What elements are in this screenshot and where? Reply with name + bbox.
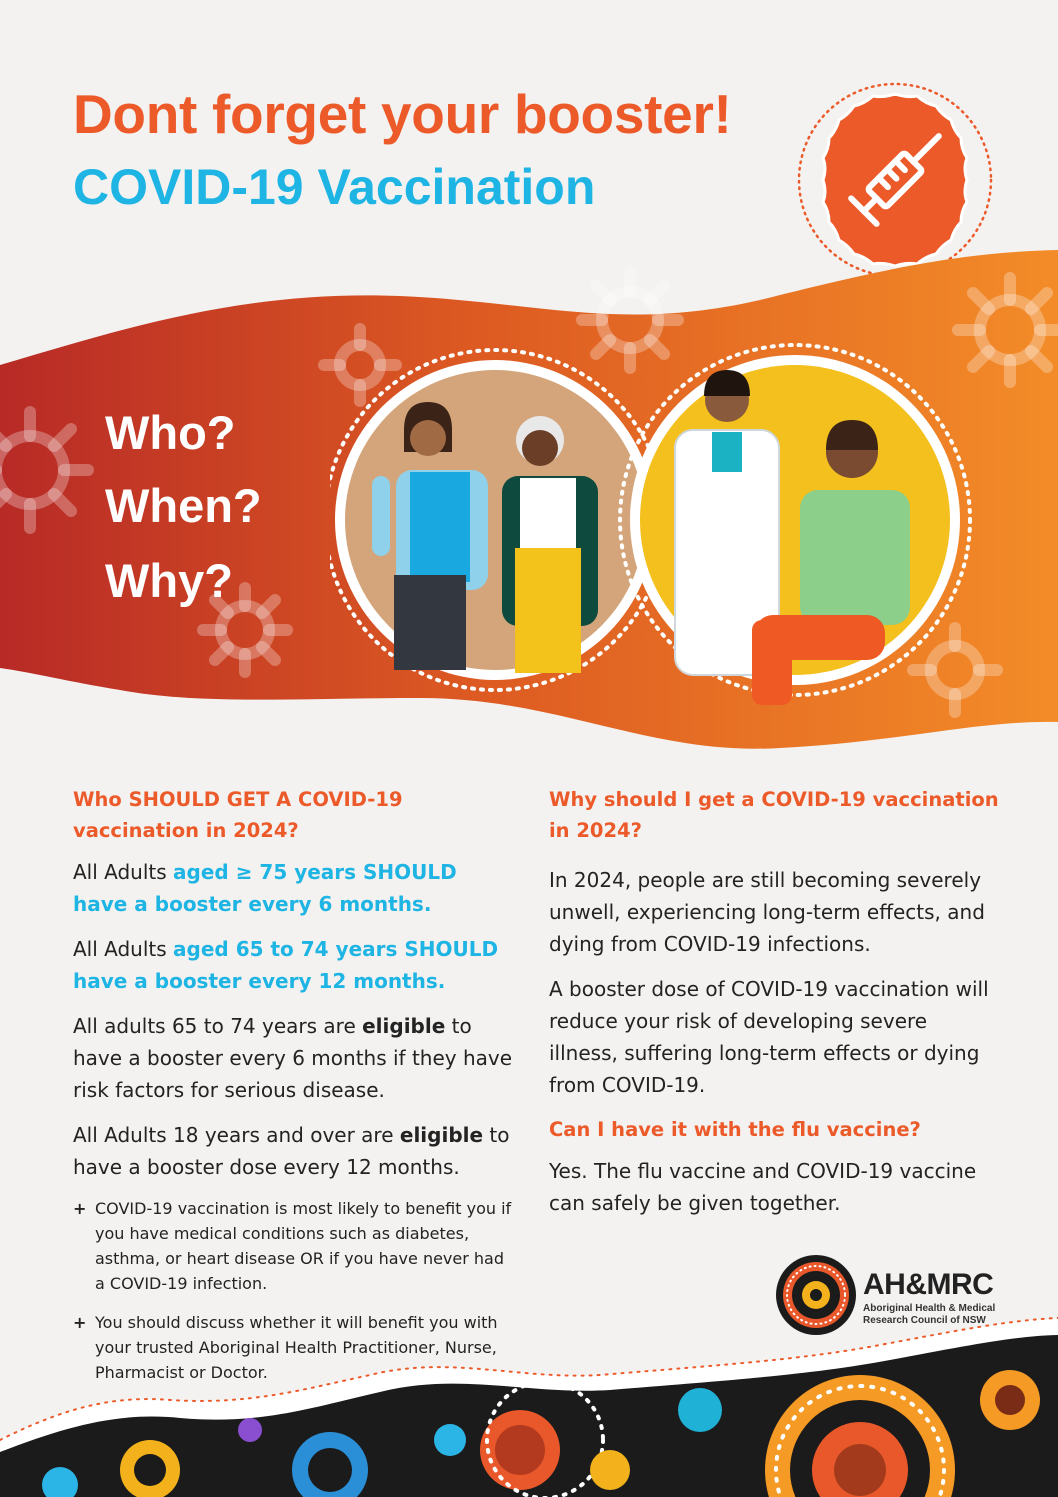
page-subtitle: COVID-19 Vaccination [73, 159, 596, 215]
why-paragraph-1: In 2024, people are still becoming severely unwell, experiencing long-term effects, and dying from COVID-19 infections. [549, 868, 985, 956]
text: to have a booster every 6 months if they have risk factors for serious disease. [73, 1014, 513, 1102]
question-why: Why? [105, 554, 233, 607]
right-column [549, 784, 999, 1232]
logo-name: AH&MRC [863, 1268, 994, 1301]
text: All adults 65 to 74 years are [73, 1014, 363, 1038]
text: All Adults [73, 937, 174, 961]
question-who: Who? [105, 406, 236, 459]
plus-icon: + [73, 1313, 87, 1332]
who-heading: Who SHOULD GET A COVID-19 vaccination in 2024? [73, 788, 403, 842]
list-item [73, 1196, 513, 1296]
flu-heading: Can I have it with the flu vaccine? [549, 1118, 921, 1141]
why-paragraph-2: A booster dose of COVID-19 vaccination will reduce your risk of developing severe illness, suffering long-term effects or dying from COVID-19. [549, 977, 989, 1097]
text: All Adults 18 years and over are [73, 1123, 400, 1147]
plus-icon: + [73, 1199, 87, 1218]
bullet-text: You should discuss whether it will benefit you with your trusted Aboriginal Health Practitioner, Nurse, Pharmacist or Doctor. [95, 1313, 498, 1382]
bullet-text: COVID-19 vaccination is most likely to benefit you if you have medical conditions such as diabetes, asthma, or heart disease OR if you have never had a COVID-19 infection. [95, 1199, 512, 1293]
question-when: When? [105, 479, 262, 532]
logo-full-name: Aboriginal Health & Medical Research Council of NSW [863, 1303, 996, 1326]
highlight-text: aged 65 to 74 years SHOULD have a booster every 12 months. [73, 937, 499, 993]
paragraph-75-plus [73, 856, 513, 920]
text: All Adults [73, 860, 174, 884]
page-title: Dont forget your booster! [73, 83, 732, 145]
paragraph-65-74-eligible [73, 1010, 513, 1106]
text: to have a booster dose every 12 months. [73, 1123, 510, 1179]
highlight-text: aged ≥ 75 years SHOULD have a booster every 6 months. [73, 860, 457, 916]
flu-paragraph: Yes. The flu vaccine and COVID-19 vaccine can safely be given together. [549, 1159, 977, 1215]
paragraph-18-plus [73, 1119, 513, 1183]
bold-text: eligible [399, 1123, 484, 1147]
people-illustration [330, 330, 980, 720]
why-heading: Why should I get a COVID-19 vaccination in 2024? [549, 788, 999, 842]
paragraph-65-74 [73, 933, 513, 997]
bold-text: eligible [362, 1014, 446, 1038]
